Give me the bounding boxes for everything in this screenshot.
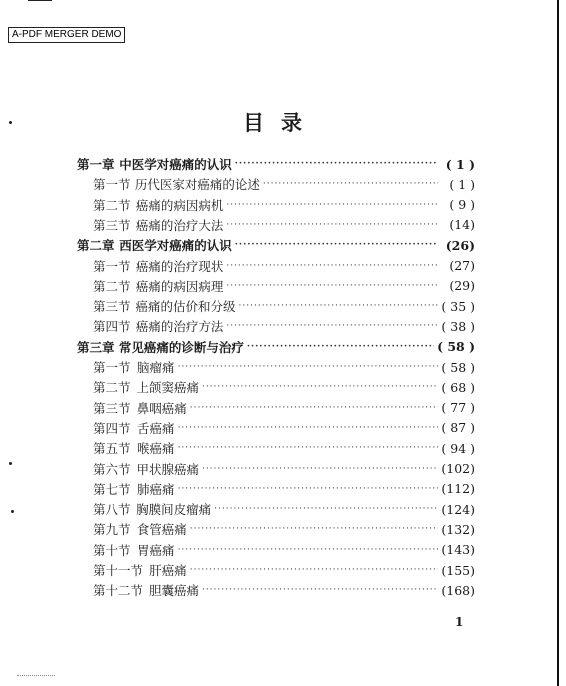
- toc-entry-label: 第三节: [93, 299, 131, 315]
- toc-section-entry: [93, 215, 475, 235]
- toc-chapter-entry: [77, 154, 475, 174]
- toc-leader-dots: [178, 362, 438, 372]
- toc-entry-page: ( 68 ): [441, 379, 475, 395]
- toc-section-entry: [93, 276, 475, 296]
- toc-entry-label: 第三节: [93, 400, 131, 416]
- toc-entry-title: 胸膜间皮瘤痛: [136, 502, 212, 518]
- toc-entry-label: 第七节: [93, 481, 131, 497]
- toc-section-entry: [93, 256, 475, 276]
- toc-leader-dots: [247, 342, 434, 352]
- toc-leader-dots: [226, 321, 438, 331]
- toc-entry-title: 喉癌痛: [137, 441, 175, 457]
- toc-entry-title: 癌痛的估价和分级: [135, 299, 236, 315]
- toc-leader-dots: [235, 240, 438, 250]
- toc-entry-title: 历代医家对癌痛的论述: [134, 177, 260, 193]
- toc-entry-label: 第十二节: [93, 583, 144, 599]
- toc-leader-dots: [202, 382, 438, 392]
- toc-section-entry: [93, 195, 475, 215]
- toc-entry-title: 甲状腺癌痛: [136, 461, 199, 477]
- toc-entry-label: 第一章: [77, 157, 115, 172]
- scan-speck: [9, 121, 12, 124]
- toc-entry-page: ( 77 ): [441, 400, 475, 416]
- toc-entry-label: 第一节: [93, 360, 131, 375]
- toc-entry-page: (27): [449, 258, 475, 273]
- toc-entry-label: 第三章: [77, 339, 115, 355]
- toc-entry-title: 中医学对癌痛的认识: [119, 157, 232, 172]
- toc-section-entry: [93, 479, 475, 499]
- toc-leader-dots: [239, 301, 438, 311]
- toc-section-entry: [93, 296, 475, 316]
- toc-entry-page: ( 1 ): [449, 176, 475, 192]
- scan-noise: [17, 675, 55, 677]
- toc-entry-label: 第十一节: [93, 563, 144, 578]
- toc-entry-label: 第一节: [93, 258, 131, 274]
- toc-entry-title: 肝癌痛: [149, 563, 187, 578]
- toc-entry-label: 第二章: [77, 238, 115, 254]
- toc-entry-page: ( 35 ): [441, 298, 475, 314]
- toc-entry-page: (132): [441, 521, 475, 537]
- toc-entry-title: 鼻咽癌痛: [136, 400, 187, 416]
- toc-entry-title: 食管癌痛: [136, 522, 187, 538]
- toc-leader-dots: [226, 200, 438, 210]
- toc-leader-dots: [202, 585, 438, 595]
- scan-speck: [11, 510, 14, 513]
- toc-entry-page: (14): [449, 217, 475, 233]
- toc-chapter-entry: [77, 337, 475, 357]
- toc-entry-label: 第二节: [93, 197, 131, 213]
- toc-entry-label: 第一节: [93, 177, 131, 193]
- toc-entry-page: (168): [441, 582, 475, 598]
- toc-leader-dots: [178, 484, 438, 494]
- toc-section-entry: [93, 560, 475, 580]
- toc-entry-title: 癌痛的病因病理: [135, 278, 224, 294]
- toc-entry-page: (112): [441, 481, 475, 497]
- toc-entry-title: 癌痛的治疗方法: [135, 319, 224, 335]
- toc-entry-label: 第八节: [93, 502, 131, 518]
- toc-entry-label: 第四节: [93, 420, 131, 436]
- toc-entry-page: ( 38 ): [441, 318, 475, 334]
- toc-leader-dots: [178, 443, 438, 453]
- toc-entry-page: ( 1 ): [445, 156, 475, 172]
- toc-leader-dots: [178, 423, 438, 433]
- toc-entry-label: 第十节: [93, 542, 131, 558]
- toc-entry-label: 第二节: [93, 278, 131, 294]
- toc-leader-dots: [190, 565, 438, 575]
- toc-entry-page: (155): [441, 562, 475, 578]
- toc-leader-dots: [178, 545, 438, 555]
- toc-section-entry: [93, 459, 475, 479]
- toc-entry-page: (102): [441, 461, 475, 476]
- toc-section-entry: [93, 174, 475, 194]
- toc-section-entry: [93, 438, 475, 458]
- toc-leader-dots: [202, 464, 438, 474]
- toc-entry-page: ( 9 ): [449, 197, 475, 213]
- toc-entry-title: 肺癌痛: [137, 481, 175, 497]
- toc-entry-title: 常见癌痛的诊断与治疗: [118, 339, 244, 355]
- toc-entry-label: 第二节: [93, 380, 131, 396]
- toc-leader-dots: [235, 159, 438, 169]
- watermark-label: A-PDF MERGER DEMO: [8, 27, 125, 43]
- toc-entry-label: 第三节: [93, 217, 131, 233]
- toc-entry-page: (124): [441, 501, 475, 517]
- toc-leader-dots: [226, 281, 438, 291]
- toc-section-entry: [93, 519, 475, 539]
- toc-chapter-entry: [77, 235, 475, 255]
- toc-entry-title: 西医学对癌痛的认识: [119, 238, 232, 254]
- toc-leader-dots: [214, 504, 438, 514]
- toc-entry-title: 癌痛的病因病机: [135, 197, 224, 213]
- page-number: 1: [455, 615, 464, 629]
- toc-section-entry: [93, 540, 475, 560]
- toc-entry-page: (143): [441, 542, 475, 558]
- toc-entry-label: 第四节: [93, 319, 131, 335]
- toc-section-entry: [93, 377, 475, 397]
- toc-entry-page: (26): [445, 237, 475, 253]
- toc-entry-title: 癌痛的治疗现状: [135, 258, 224, 274]
- toc-entry-page: ( 58 ): [441, 359, 475, 375]
- toc-entry-title: 胃癌痛: [137, 542, 175, 558]
- toc-entry-title: 上颌窦癌痛: [136, 380, 199, 396]
- toc-entry-title: 舌癌痛: [137, 420, 175, 436]
- toc-leader-dots: [226, 261, 438, 271]
- toc-entry-label: 第六节: [93, 461, 131, 477]
- toc-leader-dots: [226, 220, 438, 230]
- toc-section-entry: [93, 499, 475, 519]
- toc-leader-dots: [190, 403, 438, 413]
- toc-section-entry: [93, 580, 475, 600]
- toc-entry-page: ( 94 ): [441, 440, 475, 456]
- toc-entry-label: 第九节: [93, 522, 131, 538]
- toc-entry-page: (29): [449, 278, 475, 294]
- toc-entry-title: 胆囊癌痛: [148, 583, 199, 599]
- page-title: 目录: [243, 110, 319, 135]
- toc-entry-title: 癌痛的治疗大法: [135, 217, 224, 233]
- toc-section-entry: [93, 357, 475, 377]
- scan-speck: [9, 462, 12, 465]
- page-edge-border: [557, 0, 559, 686]
- toc-section-entry: [93, 398, 475, 418]
- toc-leader-dots: [263, 179, 438, 189]
- toc-entry-title: 脑瘤痛: [137, 360, 175, 375]
- top-rule: [28, 0, 52, 1]
- toc-leader-dots: [190, 524, 438, 534]
- toc-entry-page: ( 58 ): [437, 339, 475, 355]
- toc-section-entry: [93, 418, 475, 438]
- toc-entry-page: ( 87 ): [441, 420, 475, 436]
- toc-section-entry: [93, 316, 475, 336]
- toc-entry-label: 第五节: [93, 441, 131, 457]
